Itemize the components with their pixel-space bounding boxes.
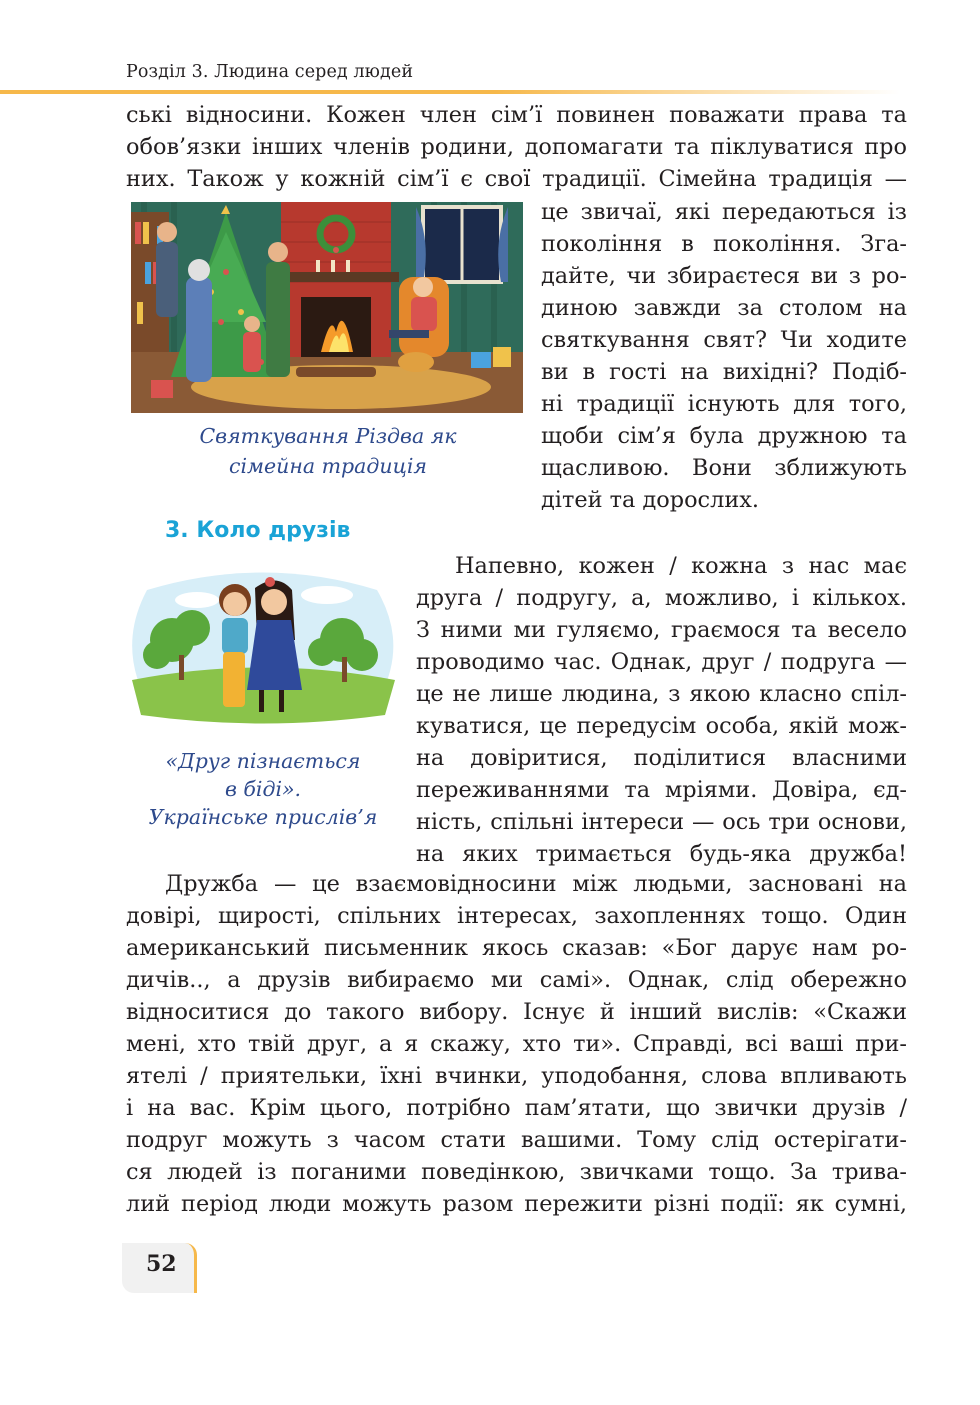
text-line: дичів.., а друзів вибираємо ми самі». Однак, слід обережно bbox=[126, 967, 907, 993]
text-line: щасливою. Вони зближують bbox=[541, 455, 907, 481]
figure-caption-line: «Друг пізнається bbox=[165, 749, 361, 773]
text-line: диною завжди за столом на bbox=[541, 295, 907, 321]
text-line: святкування свят? Чи ходите bbox=[541, 327, 907, 353]
text-line: дітей та дорослих. bbox=[541, 487, 759, 513]
text-line: дайте, чи збираєтеся ви з ро- bbox=[541, 263, 907, 289]
text-line: американський письменник якось сказав: «Бог дарує нам ро- bbox=[126, 935, 907, 961]
text-line: покоління в покоління. Зга- bbox=[541, 231, 907, 257]
running-head: Розділ 3. Людина серед людей bbox=[126, 62, 414, 82]
text-line: щоби сім’я була дружною та bbox=[541, 423, 907, 449]
text-line: друга / подругу, а, можливо, і кількох. bbox=[416, 585, 907, 611]
page-number: 52 bbox=[146, 1251, 177, 1277]
text-line: і на вас. Крім цього, потрібно пам’ятати, що звички друзів / bbox=[126, 1095, 907, 1121]
text-line: ятелі / приятельки, їхні вчинки, уподобання, слова впливають bbox=[126, 1063, 907, 1089]
christmas-family-illustration bbox=[131, 202, 523, 413]
friends-illustration bbox=[127, 560, 399, 725]
text-line: проводимо час. Однак, друг / подруга — bbox=[416, 649, 907, 675]
text-line: подруг можуть з часом стати вашими. Тому слід остерігати- bbox=[126, 1127, 907, 1153]
text-line: це не лише людина, з якою класно спіл- bbox=[416, 681, 907, 707]
text-line: ські відносини. Кожен член сім’ї повинен поважати права та bbox=[126, 102, 907, 128]
header-rule bbox=[0, 90, 900, 94]
text-line: довірі, щирості, спільних інтересах, захопленнях тощо. Один bbox=[126, 903, 907, 929]
figure-caption-line: сімейна традиція bbox=[228, 454, 428, 478]
text-line: них. Також у кожній сім’ї є свої традиції. Сімейна традиція — bbox=[126, 166, 907, 192]
text-line: обов’язки інших членів родини, допомагати та піклуватися про bbox=[126, 134, 907, 160]
text-line: мені, хто твій друг, а я скажу, хто ти». Справді, всі ваші при- bbox=[126, 1031, 907, 1057]
text-line: ні традиції існують для того, bbox=[541, 391, 907, 417]
text-line: відноситися до такого вибору. Існує й інший вислів: «Скажи bbox=[126, 999, 907, 1025]
text-line: Дружба — це взаємовідносини між людьми, засновані на bbox=[165, 871, 907, 897]
text-line: ся людей із поганими поведінкою, звичками тощо. За трива- bbox=[126, 1159, 907, 1185]
text-line: Напевно, кожен / кожна з нас має bbox=[455, 553, 907, 579]
figure-caption-line: Святкування Різдва як bbox=[199, 424, 457, 448]
text-line: ви в гості на вихідні? Подіб- bbox=[541, 359, 907, 385]
figure-caption-line: Українське прислів’я bbox=[148, 805, 378, 829]
text-line: куватися, це передусім особа, якій мож- bbox=[416, 713, 907, 739]
text-line: це звичаї, які передаються із bbox=[541, 199, 907, 225]
text-line: лий період люди можуть разом пережити різні події: як сумні, bbox=[126, 1191, 907, 1217]
text-line: на яких тримається будь-яка дружба! bbox=[416, 841, 907, 867]
text-line: ність, спільні інтереси — ось три основи, bbox=[416, 809, 907, 835]
text-line: на довіритися, поділитися власними bbox=[416, 745, 907, 771]
text-line: переживаннями та мріями. Довіра, єд- bbox=[416, 777, 907, 803]
figure-caption-line: в біді». bbox=[224, 777, 302, 801]
section-title: 3. Коло друзів bbox=[165, 518, 351, 543]
text-line: З ними ми гуляємо, граємося та весело bbox=[416, 617, 907, 643]
